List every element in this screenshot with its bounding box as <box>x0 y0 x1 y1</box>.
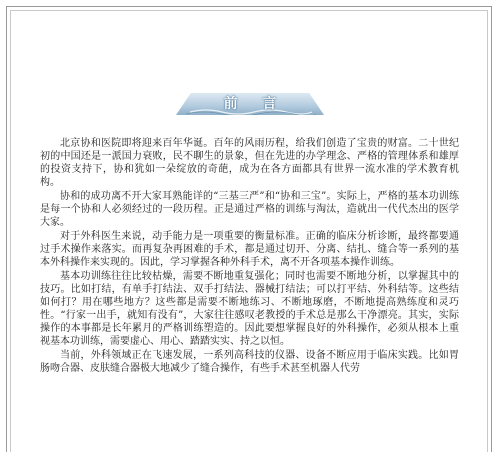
paragraph-3: 对于外科医生来说，动手能力是一项重要的衡量标准。正确的临床分析诊断，最终都要通过手术操作来落实。而再复杂再困难的手术，都是通过切开、分离、结扎、缝合等一系列的基本外科操作来实现的。因此，学习掌握各种外科手术，离不开各项基本操作训练。 <box>40 231 459 268</box>
paragraph-2: 协和的成功离不开大家耳熟能详的“三基三严”和“协和三宝”。实际上，严格的基本功训练是每一个协和人必须经过的一段历程。正是通过严格的训练与淘汰，造就出一代代杰出的医学大家。 <box>40 191 459 228</box>
paragraph-1: 北京协和医院即将迎来百年华诞。百年的风雨历程，给我们创造了宝贵的财富。二十世纪初的中国还是一派国力衰败，民不聊生的景象，但在先进的办学理念、严格的管理体系和雄厚的投资支持下，协和犹如一朵绽放的奇葩，成为在各方面都具有世界一流水准的学术教育机构。 <box>40 138 459 188</box>
page-title: 前 言 <box>223 96 287 112</box>
preface-body <box>40 137 459 376</box>
paragraph-5: 当前，外科领域正在飞速发展，一系列高科技的仪器、设备不断应用于临床实践。比如胃肠吻合器、皮肤缝合器极大地减少了缝合操作，有些手术甚至机器人代劳 <box>40 350 459 374</box>
paragraph-4: 基本功训练往往比较枯燥，需要不断地重复强化；同时也需要不断地分析，以掌握其中的技巧。比如打结，有单手打结法、双手打结法、器械打结法；可以打平结、外科结等。这些结如何打？用在哪些地方？这些都是需要不断地练习、不断地琢磨，不断地提高熟练度和灵巧性。“行家一出手，就知有没有”，大家往往感叹老教授的手术总是那么干净漂亮。其实，实际操作的本事都是长年累月的严格训练塑造的。因此要想掌握良好的外科操作，必须从根本上重视基本功训练，需要虚心、用心、踏踏实实、持之以恒。 <box>40 271 459 347</box>
heading-banner <box>176 93 324 115</box>
